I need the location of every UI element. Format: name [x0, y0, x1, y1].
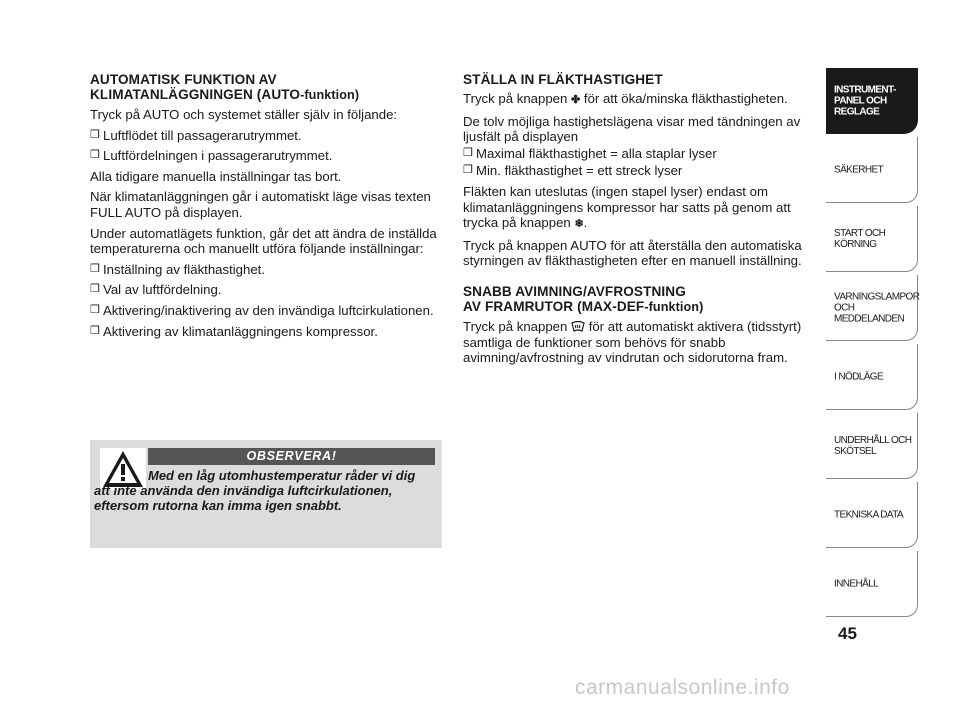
- tab-warning-lights[interactable]: VARNINGSLAMPOR OCH MEDDELANDEN: [826, 275, 918, 341]
- tab-instrument-panel[interactable]: INSTRUMENT-PANEL OCH REGLAGE: [826, 68, 918, 134]
- fan-speed-heading: STÄLLA IN FLÄKTHASTIGHET: [463, 72, 663, 87]
- square-bullet-icon: ❒: [90, 324, 100, 337]
- left-column: [90, 72, 440, 344]
- paragraph: Fläkten kan uteslutas (ingen stapel lyser) endast om klimatanläggningens kompressor har satts på genom att trycka på knappen ❄.: [463, 184, 815, 233]
- paragraph: Tryck på knappen för att automatiskt aktivera (tidsstyrt) samtliga de funktioner som behövs för snabb avimning/avfrostning av vindrutan och sidorutorna fram.: [463, 318, 802, 366]
- list-item: ❒ Aktivering av klimatanläggningens kompressor.: [90, 323, 378, 339]
- list-item: ❒ Luftfördelningen i passagerarutrymmet.: [90, 148, 333, 164]
- paragraph: Tryck på knappen ✤ för att öka/minska fläkthastigheten.: [463, 91, 815, 109]
- square-bullet-icon: ❒: [90, 149, 100, 162]
- fan-icon: ✤: [571, 94, 581, 106]
- paragraph: De tolv möjliga hastighetslägena visar med tändningen av ljusfält på displayen: [463, 113, 801, 145]
- square-bullet-icon: ❒: [90, 283, 100, 296]
- chapter-tabs: [826, 68, 918, 620]
- tab-emergency[interactable]: I NÖDLÄGE: [826, 344, 918, 410]
- watermark: carmanualsonline.info: [575, 676, 790, 699]
- square-bullet-icon: ❒: [90, 262, 100, 275]
- snowflake-icon: ❄: [574, 218, 584, 231]
- list-item: ❒ Luftflödet till passagerarutrymmet.: [90, 127, 302, 143]
- square-bullet-icon: ❒: [463, 164, 473, 177]
- square-bullet-icon: ❒: [90, 128, 100, 141]
- auto-intro: Tryck på AUTO och systemet ställer själv in följande:: [90, 107, 398, 122]
- warning-label: OBSERVERA!: [148, 448, 435, 465]
- paragraph: När klimatanläggningen går i automatiskt läge visas texten FULL AUTO på displayen.: [90, 189, 431, 220]
- list-item: ❒ Val av luftfördelning.: [90, 282, 222, 298]
- tab-contents[interactable]: INNEHÅLL: [826, 551, 918, 617]
- list-item: ❒ Min. fläkthastighet = ett streck lyser: [463, 163, 683, 179]
- page-number: 45: [838, 624, 857, 643]
- list-item: ❒ Inställning av fläkthastighet.: [90, 261, 266, 277]
- tab-safety[interactable]: SÄKERHET: [826, 137, 918, 203]
- list-item: ❒ Maximal fläkthastighet = alla staplar lyser: [463, 145, 717, 161]
- tab-technical-data[interactable]: TEKNISKA DATA: [826, 482, 918, 548]
- paragraph: Under automatlägets funktion, går det att ändra de inställda temperaturerna och manuellt utföra följande inställningar:: [90, 225, 437, 257]
- square-bullet-icon: ❒: [463, 146, 473, 159]
- tab-starting-driving[interactable]: START OCH KÖRNING: [826, 206, 918, 272]
- warning-text: Med en låg utomhustemperatur råder vi dig att inte använda den invändiga luftcirkulationen, eftersom rutorna kan imma igen snabbt.: [94, 468, 416, 513]
- max-def-heading: SNABB AVIMNING/AVFROSTNING AV FRAMRUTOR (MAX-DEF-funktion): [463, 283, 704, 314]
- auto-function-heading: AUTOMATISK FUNKTION AV KLIMATANLÄGGNINGEN (AUTO-funktion): [90, 72, 360, 102]
- paragraph: Tryck på knappen AUTO för att återställa den automatiska styrningen av fläkthastigheten efter en manuell inställning.: [463, 237, 802, 269]
- middle-column: [463, 72, 815, 371]
- paragraph: Alla tidigare manuella inställningar tas bort.: [90, 168, 342, 184]
- tab-maintenance[interactable]: UNDERHÅLL OCH SKÖTSEL: [826, 413, 918, 479]
- square-bullet-icon: ❒: [90, 303, 100, 316]
- windscreen-defrost-icon: [571, 321, 585, 332]
- list-item: ❒ Aktivering/inaktivering av den invändiga luftcirkulationen.: [90, 302, 434, 318]
- warning-box: [90, 440, 442, 548]
